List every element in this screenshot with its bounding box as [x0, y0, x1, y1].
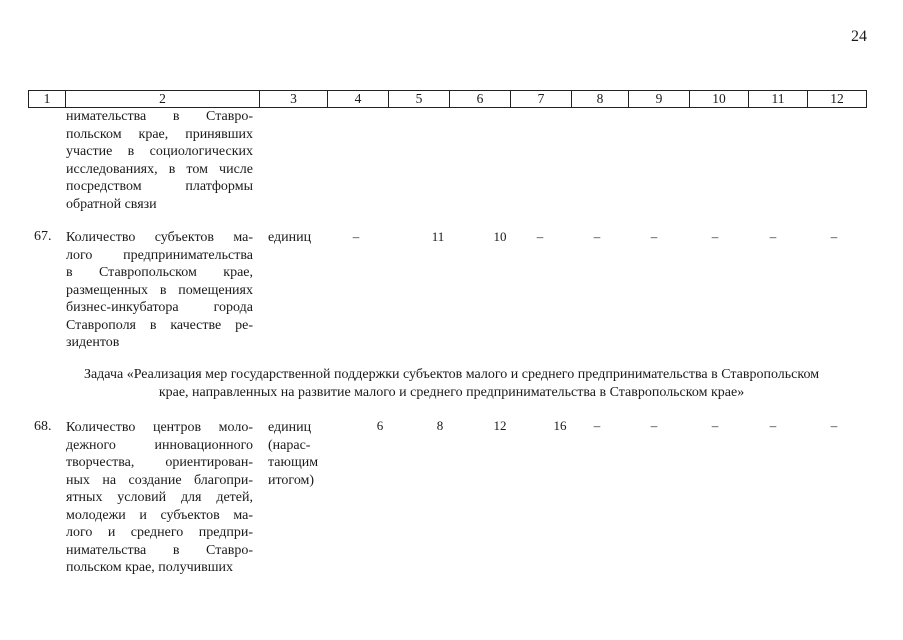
- row-67-col-11: –: [769, 229, 777, 244]
- header-col-10: 10: [690, 91, 749, 108]
- unit-line: единиц: [268, 230, 312, 245]
- row-67-col-8: –: [593, 229, 601, 244]
- task-line: Задача «Реализация мер государственной поддержки субъектов малого и среднего предпринимательства в Ставропольском: [83, 367, 820, 382]
- row-67-col-7: –: [536, 229, 544, 244]
- description-line: зидентов: [66, 335, 120, 350]
- row-68-col-6: 12: [493, 418, 507, 433]
- description-line: Ставрополя в качестве ре-: [66, 317, 253, 333]
- header-col-9: 9: [629, 91, 690, 108]
- header-col-3: 3: [260, 91, 328, 108]
- row-number-68: 68.: [34, 419, 52, 434]
- row-68-col-8: –: [593, 418, 601, 433]
- row-68-col-7: 16: [553, 418, 567, 433]
- description-line: участие в социологических: [66, 144, 253, 159]
- row-67-col-6: 10: [493, 229, 507, 244]
- row-67-unit: [268, 229, 311, 247]
- row-67-col-5: 11: [431, 229, 445, 244]
- description-line: нимательства в Ставро-: [66, 542, 253, 558]
- header-col-12: 12: [808, 91, 867, 108]
- row-68-col-4: 6: [376, 418, 384, 433]
- description-line: бизнес-инкубатора города: [66, 300, 253, 315]
- header-col-4: 4: [328, 91, 389, 108]
- row-68-unit: [268, 419, 318, 489]
- row-67-col-10: –: [711, 229, 719, 244]
- row-number-67: 67.: [34, 229, 52, 244]
- description-line: размещенных в помещениях: [66, 282, 253, 298]
- header-col-1: 1: [29, 91, 66, 108]
- description-line: посредством платформы: [66, 179, 253, 194]
- unit-line: (нарас-: [268, 437, 311, 453]
- description-line: исследованиях, в том числе: [66, 161, 253, 177]
- description-line: ных на создание благопри-: [66, 472, 253, 488]
- description-line: лого предпринимательства: [66, 247, 253, 263]
- row-68-description: [66, 419, 253, 577]
- unit-line: тающим: [268, 455, 319, 470]
- description-line: ятных условий для детей,: [66, 490, 253, 505]
- description-line: обратной связи: [66, 196, 157, 212]
- row-68-col-9: –: [650, 418, 658, 433]
- row-68-col-12: –: [830, 418, 838, 433]
- task-heading: [40, 366, 863, 401]
- description-line: в Ставропольском крае,: [66, 265, 253, 280]
- unit-line: единиц: [268, 420, 312, 435]
- row-68-col-11: –: [769, 418, 777, 433]
- row-68-col-5: 8: [436, 418, 444, 433]
- row-67-description: [66, 229, 253, 352]
- description-line: молодежи и субъектов ма-: [66, 507, 253, 523]
- page-number: 24: [851, 28, 867, 45]
- description-line: польском крае, принявших: [66, 126, 253, 142]
- row-67-col-9: –: [650, 229, 658, 244]
- description-line: лого и среднего предпри-: [66, 525, 253, 540]
- row-68-col-10: –: [711, 418, 719, 433]
- header-col-2: 2: [66, 91, 260, 108]
- header-col-11: 11: [749, 91, 808, 108]
- unit-line: итогом): [268, 472, 315, 488]
- header-col-7: 7: [511, 91, 572, 108]
- continuation-description: [66, 108, 253, 213]
- description-line: нимательства в Ставро-: [66, 109, 253, 124]
- row-67-col-12: –: [830, 229, 838, 244]
- header-col-8: 8: [572, 91, 629, 108]
- column-number-header: [28, 90, 867, 108]
- description-line: польском крае, получивших: [66, 560, 234, 575]
- description-line: дежного инновационного: [66, 437, 253, 453]
- description-line: творчества, ориентирован-: [66, 455, 253, 470]
- task-line: крае, направленных на развитие малого и среднего предпринимательства в Ставропольском крае»: [158, 384, 745, 400]
- row-67-col-4: –: [352, 229, 360, 244]
- header-col-6: 6: [450, 91, 511, 108]
- description-line: Количество субъектов ма-: [66, 230, 253, 245]
- description-line: Количество центров моло-: [66, 420, 253, 435]
- header-col-5: 5: [389, 91, 450, 108]
